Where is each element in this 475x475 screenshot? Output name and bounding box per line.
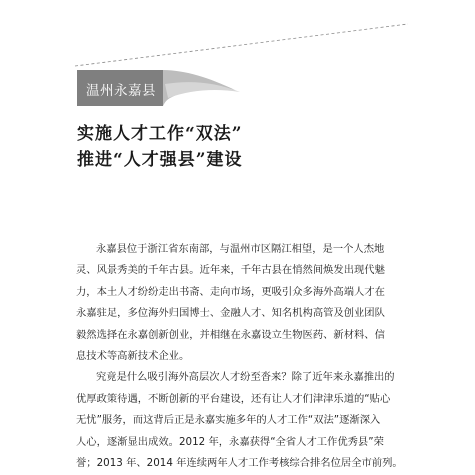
paragraph-2-line: 无忧”服务，而这背后正是永嘉实施多年的人才工作“双法”逐渐深入 [76,414,381,427]
paragraph-2-line: 究竟是什么吸引海外高层次人才纷至沓来？除了近年来永嘉推出的 [96,371,395,384]
dashed-divider-line [75,24,408,66]
paragraph-2 [76,367,408,474]
title-line-1: 实施人才工作“双法” [77,124,243,144]
paragraph-1-line: 灵、风景秀美的千年古县。近年来，千年古县在悄然间焕发出现代魅 [76,264,385,277]
paragraph-1-line: 永嘉驻足，多位海外归国博士、金融人才、知名机构高管及创业团队 [76,307,385,320]
title-line-2: 推进“人才强县”建设 [77,150,243,170]
article-body [76,239,408,474]
paragraph-1-line: 力，本土人才纷纷走出书斋、走向市场，更吸引众多海外高端人才在 [76,285,385,298]
paragraph-2-line: 人心，逐渐显出成效。2012 年，永嘉获得“全省人才工作优秀县”荣 [76,435,384,448]
paragraph-2-line: 优厚政策待遇，不断创新的平台建设，还有让人才们津津乐道的“贴心 [76,392,391,405]
paragraph-1-line: 毅然选择在永嘉创新创业，并相继在永嘉设立生物医药、新材料、信 [76,328,385,341]
paragraph-1-line: 息技术等高新技术企业。 [76,350,190,363]
paragraph-2-line: 誉；2013 年、2014 年连续两年人才工作考核综合排名位居全市前列。 [76,457,403,470]
section-tag-label: 温州永嘉县 [86,83,156,99]
paragraph-1-line: 永嘉县位于浙江省东南部，与温州市区隔江相望，是一个人杰地 [96,243,385,255]
paragraph-1 [76,239,408,367]
article-title [77,121,407,173]
